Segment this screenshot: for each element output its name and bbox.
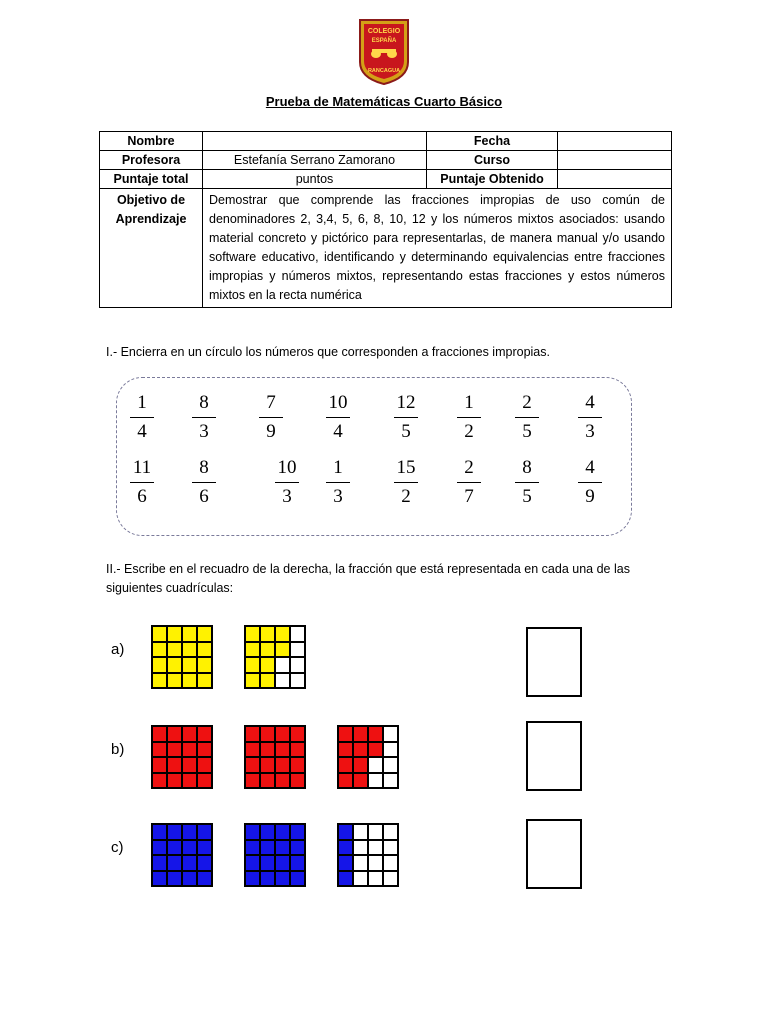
fraction-denominator: 5: [401, 421, 411, 442]
page-title: Prueba de Matemáticas Cuarto Básico: [265, 94, 503, 109]
fraction-grid: [151, 823, 213, 887]
answer-box[interactable]: [526, 819, 582, 889]
fraction-4-3[interactable]: [568, 392, 612, 443]
fraction-8-5[interactable]: [505, 457, 549, 508]
grid-cell: [369, 825, 382, 839]
grid-cell: [183, 841, 196, 855]
fraction-numerator: 15: [396, 457, 416, 478]
fraction-bar: [578, 417, 602, 418]
grid-cell: [369, 758, 382, 772]
fraction-bar: [130, 482, 154, 483]
fraction-bar: [192, 482, 216, 483]
crest-text-3: RANCAGUA: [367, 68, 401, 74]
grid-cell: [276, 856, 289, 870]
grid-cell: [354, 727, 367, 741]
fraction-bar: [515, 417, 539, 418]
grid-cell: [276, 872, 289, 886]
grid-cell: [339, 841, 352, 855]
grid-cell: [261, 727, 274, 741]
grid-cell: [198, 643, 211, 657]
grid-cell: [198, 872, 211, 886]
grid-cell: [369, 872, 382, 886]
objetivo-label-line2: Aprendizaje: [115, 212, 187, 226]
grid-cell: [183, 856, 196, 870]
grid-cell: [291, 872, 304, 886]
item-label: a): [111, 641, 125, 658]
grid-cell: [384, 758, 397, 772]
grid-cell: [339, 727, 352, 741]
grid-cell: [246, 658, 259, 672]
grid-cell: [246, 774, 259, 788]
fraction-grid: [151, 725, 213, 789]
nombre-label: Nombre: [100, 132, 203, 151]
fraction-numerator: 1: [137, 392, 147, 413]
fraction-numerator: 10: [328, 392, 348, 413]
grid-cell: [168, 627, 181, 641]
grid-cell: [183, 627, 196, 641]
grid-cell: [339, 743, 352, 757]
fraction-denominator: 5: [522, 421, 532, 442]
grid-cell: [183, 643, 196, 657]
fraction-denominator: 9: [585, 486, 595, 507]
grid-cell: [261, 872, 274, 886]
fraction-1-3[interactable]: [316, 457, 360, 508]
fecha-field[interactable]: [558, 132, 672, 151]
fraction-bar: [457, 482, 481, 483]
grid-cell: [384, 856, 397, 870]
grid-cell: [291, 643, 304, 657]
grid-cell: [339, 872, 352, 886]
grid-cell: [183, 758, 196, 772]
grid-cell: [354, 758, 367, 772]
fraction-numerator: 2: [522, 392, 532, 413]
grid-cell: [369, 774, 382, 788]
grid-cell: [198, 658, 211, 672]
grid-cell: [369, 841, 382, 855]
fraction-10-4[interactable]: [316, 392, 360, 443]
grid-cell: [153, 774, 166, 788]
fraction-denominator: 2: [464, 421, 474, 442]
fraction-bar: [578, 482, 602, 483]
fraction-1-2[interactable]: [447, 392, 491, 443]
fraction-numerator: 12: [396, 392, 416, 413]
grid-cell: [246, 627, 259, 641]
puntaje-total-value: puntos: [203, 170, 427, 189]
fraction-bar: [394, 417, 418, 418]
fraction-grid: [244, 725, 306, 789]
grid-cell: [339, 774, 352, 788]
answer-box[interactable]: [526, 627, 582, 697]
fraction-bar: [326, 417, 350, 418]
grid-cell: [198, 727, 211, 741]
grid-cell: [153, 743, 166, 757]
grid-cell: [261, 674, 274, 688]
grid-cell: [384, 727, 397, 741]
grid-cell: [198, 841, 211, 855]
grid-cell: [168, 743, 181, 757]
grid-cell: [183, 743, 196, 757]
profesora-value: Estefanía Serrano Zamorano: [203, 151, 427, 170]
grid-cell: [153, 674, 166, 688]
grid-cell: [291, 658, 304, 672]
grid-cell: [369, 856, 382, 870]
objetivo-label-line1: Objetivo de: [116, 193, 186, 207]
fraction-denominator: 3: [199, 421, 209, 442]
fraction-numerator: 2: [464, 457, 474, 478]
fraction-bar: [515, 482, 539, 483]
grid-cell: [354, 743, 367, 757]
grid-cell: [153, 627, 166, 641]
fecha-label: Fecha: [427, 132, 558, 151]
grid-cell: [384, 825, 397, 839]
fraction-bar: [192, 417, 216, 418]
fraction-1-4[interactable]: [120, 392, 164, 443]
fraction-denominator: 3: [282, 486, 292, 507]
grid-cell: [183, 872, 196, 886]
grid-cell: [291, 856, 304, 870]
grid-cell: [354, 856, 367, 870]
fraction-denominator: 9: [266, 421, 276, 442]
grid-cell: [369, 743, 382, 757]
nombre-field[interactable]: [203, 132, 427, 151]
grid-cell: [246, 825, 259, 839]
grid-cell: [168, 774, 181, 788]
grid-cell: [339, 825, 352, 839]
fraction-2-7[interactable]: [447, 457, 491, 508]
fraction-denominator: 2: [401, 486, 411, 507]
fraction-numerator: 1: [464, 392, 474, 413]
grid-cell: [168, 674, 181, 688]
fraction-4-9[interactable]: [568, 457, 612, 508]
section2-instruction: II.- Escribe en el recuadro de la derecha, la fracción que está representada en cada una de las siguientes cuadrículas:: [106, 562, 630, 595]
fraction-grid: [244, 823, 306, 887]
grid-cell: [168, 872, 181, 886]
grid-cell: [261, 743, 274, 757]
grid-cell: [354, 841, 367, 855]
crest-text-1: COLEGIO: [367, 28, 401, 35]
grid-cell: [198, 856, 211, 870]
fraction-15-2[interactable]: [384, 457, 428, 508]
grid-cell: [246, 674, 259, 688]
objetivo-label: [100, 189, 203, 308]
grid-cell: [168, 825, 181, 839]
grid-cell: [246, 727, 259, 741]
grid-cell: [291, 727, 304, 741]
grid-cell: [168, 758, 181, 772]
grid-cell: [339, 758, 352, 772]
puntaje-obtenido-label: Puntaje Obtenido: [427, 170, 558, 189]
grid-cell: [153, 841, 166, 855]
grid-cell: [153, 758, 166, 772]
fraction-8-3[interactable]: [182, 392, 226, 443]
item-label: b): [111, 741, 125, 758]
grid-cell: [153, 825, 166, 839]
fraction-denominator: 3: [585, 421, 595, 442]
grid-cell: [261, 774, 274, 788]
fraction-numerator: 8: [199, 457, 209, 478]
grid-cell: [153, 856, 166, 870]
fraction-bar: [259, 417, 283, 418]
puntaje-total-label: Puntaje total: [100, 170, 203, 189]
curso-field[interactable]: [558, 151, 672, 170]
puntaje-obtenido-field[interactable]: [558, 170, 672, 189]
item-label: c): [111, 839, 124, 856]
grid-cell: [246, 872, 259, 886]
grid-cell: [198, 627, 211, 641]
grid-cell: [246, 758, 259, 772]
fraction-numerator: 4: [585, 392, 595, 413]
fraction-bar: [326, 482, 350, 483]
grid-cell: [168, 643, 181, 657]
grid-cell: [261, 856, 274, 870]
grid-cell: [198, 674, 211, 688]
grid-cell: [354, 774, 367, 788]
fraction-8-6[interactable]: [182, 457, 226, 508]
grid-cell: [291, 825, 304, 839]
curso-label: Curso: [427, 151, 558, 170]
grid-cell: [276, 643, 289, 657]
fraction-denominator: 6: [137, 486, 147, 507]
grid-cell: [261, 825, 274, 839]
fraction-denominator: 6: [199, 486, 209, 507]
fraction-bar: [457, 417, 481, 418]
fraction-denominator: 5: [522, 486, 532, 507]
grid-cell: [183, 774, 196, 788]
grid-cell: [291, 743, 304, 757]
profesora-label: Profesora: [100, 151, 203, 170]
grid-cell: [291, 627, 304, 641]
fraction-grid: [337, 823, 399, 887]
grid-cell: [384, 743, 397, 757]
fraction-numerator: 4: [585, 457, 595, 478]
fraction-7-9[interactable]: [249, 392, 293, 443]
fraction-numerator: 11: [132, 457, 152, 478]
grid-cell: [276, 727, 289, 741]
grid-cell: [384, 841, 397, 855]
fraction-denominator: 7: [464, 486, 474, 507]
grid-cell: [183, 727, 196, 741]
grid-cell: [153, 872, 166, 886]
fraction-10-3[interactable]: [265, 457, 309, 508]
grid-cell: [261, 627, 274, 641]
fraction-denominator: 4: [333, 421, 343, 442]
grid-cell: [168, 727, 181, 741]
grid-cell: [168, 658, 181, 672]
fraction-denominator: 3: [333, 486, 343, 507]
fraction-numerator: 10: [277, 457, 297, 478]
grid-cell: [369, 727, 382, 741]
fraction-grid: [151, 625, 213, 689]
grid-cell: [168, 856, 181, 870]
grid-cell: [276, 825, 289, 839]
grid-cell: [354, 872, 367, 886]
grid-cell: [246, 643, 259, 657]
grid-cell: [261, 643, 274, 657]
grid-cell: [276, 743, 289, 757]
fraction-numerator: 7: [266, 392, 276, 413]
grid-cell: [198, 774, 211, 788]
grid-cell: [246, 743, 259, 757]
grid-cell: [246, 856, 259, 870]
fraction-2-5[interactable]: [505, 392, 549, 443]
grid-cell: [168, 841, 181, 855]
grid-cell: [261, 841, 274, 855]
crest-text-2: ESPAÑA: [371, 38, 397, 44]
fraction-denominator: 4: [137, 421, 147, 442]
fraction-bar: [394, 482, 418, 483]
grid-cell: [183, 674, 196, 688]
fraction-bar: [275, 482, 299, 483]
grid-cell: [339, 856, 352, 870]
grid-cell: [183, 658, 196, 672]
grid-cell: [198, 743, 211, 757]
grid-cell: [291, 774, 304, 788]
grid-cell: [276, 774, 289, 788]
fraction-bar: [130, 417, 154, 418]
fraction-numerator: 8: [522, 457, 532, 478]
grid-cell: [384, 774, 397, 788]
grid-cell: [198, 758, 211, 772]
grid-cell: [291, 758, 304, 772]
grid-cell: [153, 727, 166, 741]
school-crest-logo: [358, 18, 410, 86]
grid-cell: [276, 658, 289, 672]
fraction-numerator: 1: [333, 457, 343, 478]
grid-cell: [198, 825, 211, 839]
info-table: [99, 131, 672, 308]
grid-cell: [153, 643, 166, 657]
grid-cell: [261, 758, 274, 772]
grid-cell: [261, 658, 274, 672]
grid-cell: [246, 841, 259, 855]
grid-cell: [276, 841, 289, 855]
fraction-grid: [244, 625, 306, 689]
grid-cell: [276, 674, 289, 688]
grid-cell: [354, 825, 367, 839]
grid-cell: [153, 658, 166, 672]
grid-cell: [183, 825, 196, 839]
grid-cell: [291, 841, 304, 855]
grid-cell: [276, 758, 289, 772]
fraction-12-5[interactable]: [384, 392, 428, 443]
grid-cell: [276, 627, 289, 641]
objetivo-text: Demostrar que comprende las fracciones impropias de uso común de denominadores 2, 3,4, 5, 6, 8, 10, 12 y los números mixtos asociados: usando material concreto y pictórico para representarlas, de manera manual y/o usando software educativo, identificando y determinando equivalencias entre fracciones impropias y números mixtos, representando estas fracciones y estos números mixtos en la recta numérica: [203, 189, 672, 308]
section1-instruction: I.- Encierra en un círculo los números que corresponden a fracciones impropias.: [106, 345, 550, 359]
fraction-numerator: 8: [199, 392, 209, 413]
fraction-11-6[interactable]: [120, 457, 164, 508]
grid-cell: [291, 674, 304, 688]
fraction-grid: [337, 725, 399, 789]
answer-box[interactable]: [526, 721, 582, 791]
grid-cell: [384, 872, 397, 886]
